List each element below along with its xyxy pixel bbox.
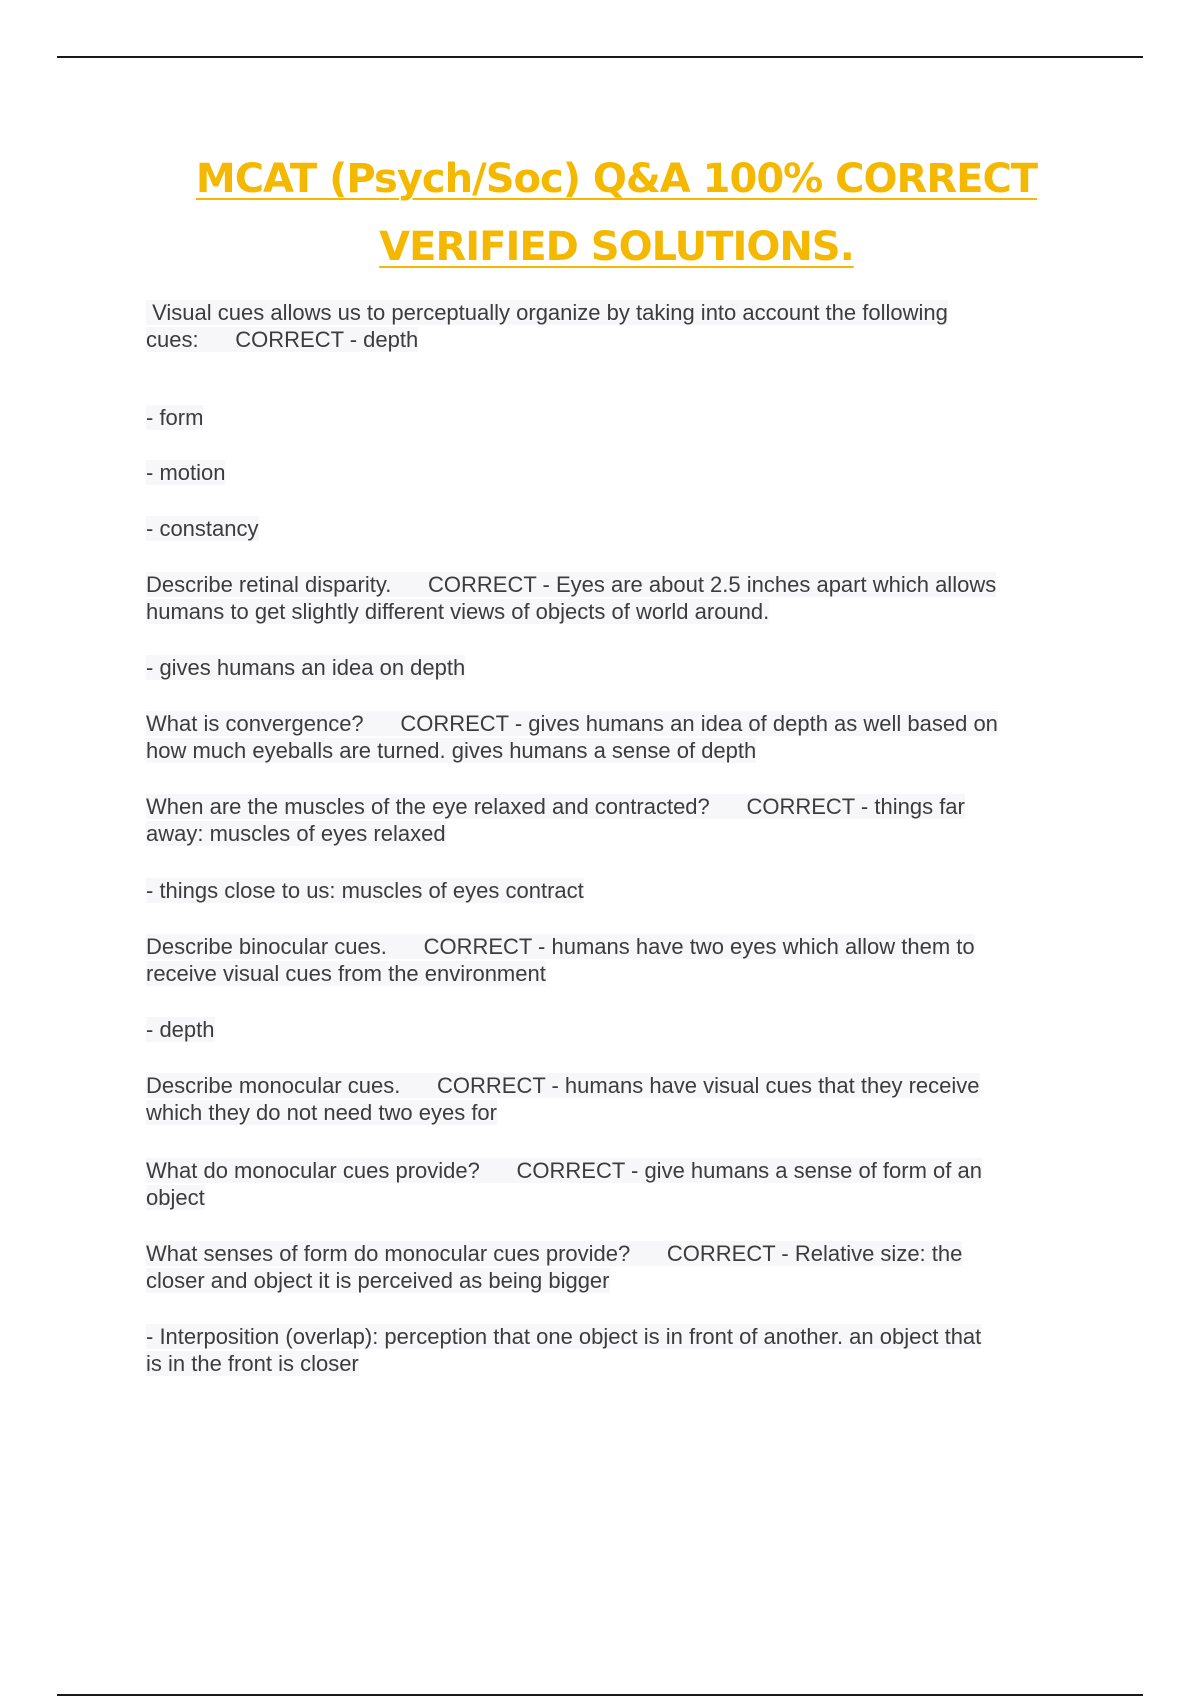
- qa-entry: - things close to us: muscles of eyes contract: [146, 878, 584, 903]
- qa-entry: - form: [146, 405, 204, 430]
- qa-entry: - Interposition (overlap): perception that one object is in front of another. an object that is in the front is closer: [146, 1324, 982, 1376]
- title-line-1: MCAT (Psych/Soc) Q&A 100% CORRECT: [195, 156, 1038, 202]
- qa-entry: - motion: [146, 460, 226, 485]
- qa-entry: What do monocular cues provide? CORRECT - give humans a sense of form of an object: [146, 1158, 982, 1210]
- title-line-2: VERIFIED SOLUTIONS.: [379, 224, 854, 270]
- qa-entry: What senses of form do monocular cues provide? CORRECT - Relative size: the closer and object it is perceived as being bigger: [146, 1241, 963, 1293]
- qa-entry: - depth: [146, 1017, 215, 1042]
- qa-entry: When are the muscles of the eye relaxed and contracted? CORRECT - things far away: muscles of eyes relaxed: [146, 794, 965, 846]
- qa-entry: - gives humans an idea on depth: [146, 655, 466, 680]
- qa-entry: Describe monocular cues. CORRECT - humans have visual cues that they receive which they do not need two eyes for: [146, 1073, 980, 1125]
- qa-entry: Visual cues allows us to perceptually organize by taking into account the following cues: CORRECT - depth: [146, 300, 948, 352]
- qa-entry: Describe binocular cues. CORRECT - humans have two eyes which allow them to receive visual cues from the environment: [146, 934, 975, 986]
- document-title: [100, 145, 1133, 281]
- qa-entry: Describe retinal disparity. CORRECT - Eyes are about 2.5 inches apart which allows humans to get slightly different views of objects of world around.: [146, 572, 997, 624]
- qa-entry: What is convergence? CORRECT - gives humans an idea of depth as well based on how much eyeballs are turned. gives humans a sense of depth: [146, 711, 998, 763]
- qa-entry: - constancy: [146, 516, 259, 541]
- top-rule: [57, 56, 1143, 58]
- bottom-rule: [57, 1694, 1143, 1696]
